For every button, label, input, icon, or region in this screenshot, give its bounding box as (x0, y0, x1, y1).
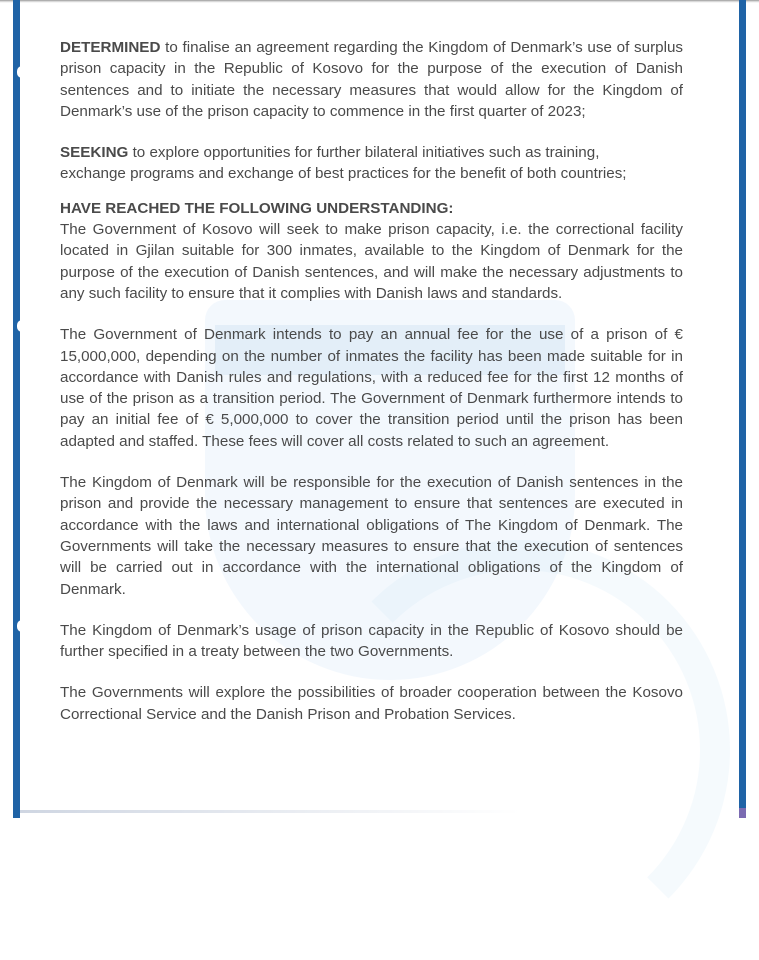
paragraph-seeking (60, 142, 683, 185)
border-notch (17, 66, 22, 78)
paragraph-denmark-responsibility: The Kingdom of Denmark will be responsible for the execution of Danish sentences in the prison and provide the necessary management to ensure that sentences are executed in accordance with the laws and international obligations of The Kingdom of Denmark. The Governments will take the necessary measures to ensure that the execution of sentences will be carried out in accordance with the international obligations of the Kingdom of Denmark. (60, 474, 683, 598)
paragraph-determined (60, 37, 683, 122)
border-tip (739, 808, 746, 818)
page-bottom-edge (20, 810, 520, 813)
left-border-bar (13, 0, 20, 818)
page-top-edge (0, 0, 759, 3)
paragraph-text: to explore opportunities for further bilateral initiatives such as training, (128, 144, 600, 162)
right-border-bar (739, 0, 746, 818)
paragraph-kosovo-capacity: The Government of Kosovo will seek to make prison capacity, i.e. the correctional facility located in Gjilan suitable for 300 inmates, available to the Kingdom of Denmark for the purpose of the execution of Danish sentences, and will make the necessary adjustments to any such facility to ensure that it complies with Danish laws and standards. (60, 221, 683, 302)
paragraph-cooperation: The Governments will explore the possibilities of broader cooperation between the Kosovo Correctional Service and the Danish Prison and Probation Services. (60, 684, 683, 723)
border-notch (17, 320, 22, 332)
keyword-determined: DETERMINED (60, 39, 161, 56)
document-body (60, 37, 683, 725)
keyword-seeking: SEEKING (60, 144, 129, 162)
border-notch (17, 620, 22, 632)
paragraph-denmark-fee: The Government of Denmark intends to pay an annual fee for the use of a prison of € 15,000,000, depending on the number of inmates the facility has been made suitable for in accordance with Danish rules and regulations, with a reduced fee for the first 12 months of use of the prison as a transition period. The Government of Denmark furthermore intends to pay an initial fee of € 5,000,000 to cover the transition period until the prison has been adapted and staffed. These fees will cover all costs related to such an agreement. (60, 326, 683, 450)
paragraph-treaty: The Kingdom of Denmark’s usage of prison capacity in the Republic of Kosovo should be further specified in a treaty between the two Governments. (60, 621, 683, 661)
section-heading: HAVE REACHED THE FOLLOWING UNDERSTANDING: (60, 199, 454, 217)
paragraph-text: to finalise an agreement regarding the Kingdom of Denmark’s use of surplus prison capacity in the Republic of Kosovo for the purpose of the execution of Danish sentences and to initiate the necessary measures that would allow for the Kingdom of Denmark’s use of the prison capacity to commence in the first quarter of 2023; (60, 39, 683, 120)
paragraph-text: exchange programs and exchange of best practices for the benefit of both countries; (60, 165, 627, 183)
